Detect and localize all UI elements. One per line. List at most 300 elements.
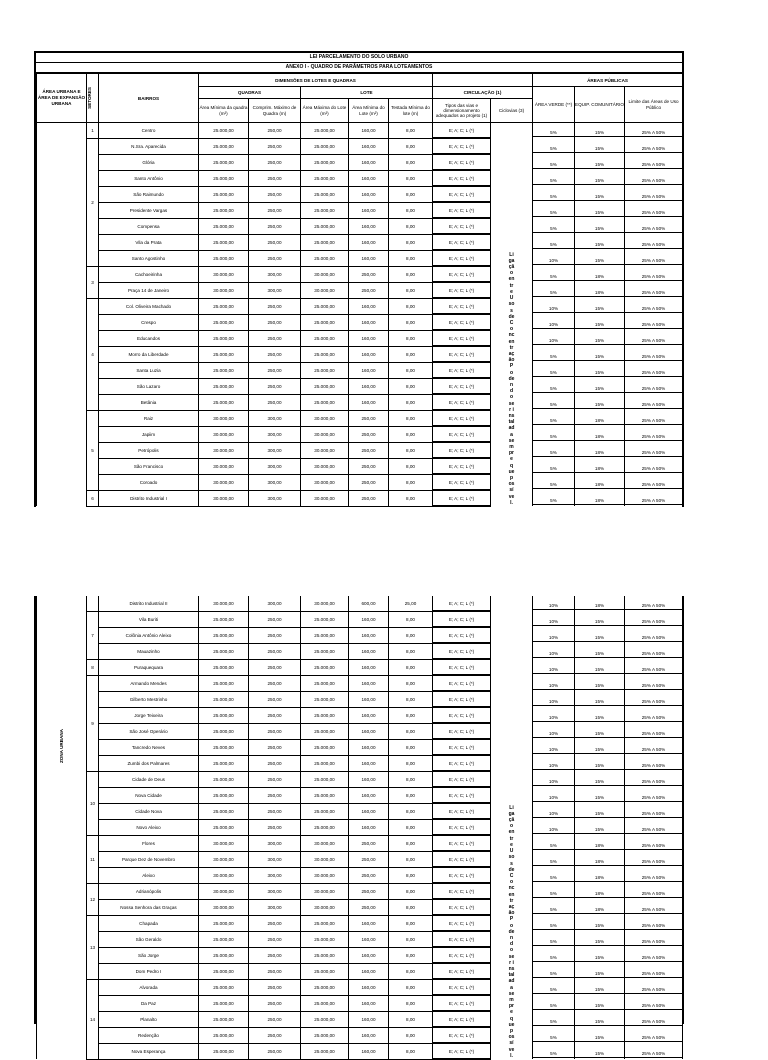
cell-li: 25% A 50%: [625, 170, 683, 186]
cell-amn: 250,00: [349, 474, 389, 490]
road-types: E; A; C; L (*): [433, 202, 491, 218]
road-types: E; A; C; L (*): [433, 362, 491, 378]
cell-amx: 30.000,00: [301, 867, 349, 883]
cell-t: 8,00: [389, 995, 433, 1011]
cell-av: 5%: [533, 154, 575, 170]
cell-t: 8,00: [389, 787, 433, 803]
table-row: [37, 123, 683, 138]
neighborhood-name: Alvorada: [99, 979, 199, 995]
cell-c: 250,00: [249, 138, 301, 154]
sector-number: 12: [87, 883, 99, 915]
cell-t: 8,00: [389, 410, 433, 426]
cell-q: 25.000,00: [199, 931, 249, 947]
sector-number: 13: [87, 915, 99, 979]
cell-t: 8,00: [389, 394, 433, 410]
cell-t: 8,00: [389, 123, 433, 138]
cell-amn: 160,00: [349, 659, 389, 675]
cell-c: 250,00: [249, 803, 301, 819]
cell-av: 5%: [533, 170, 575, 186]
neighborhood-name: Cidade Nova: [99, 803, 199, 819]
cell-c: 250,00: [249, 250, 301, 266]
cell-amx: 25.000,00: [301, 963, 349, 979]
cell-q: 25.000,00: [199, 771, 249, 787]
neighborhood-name: Centro: [99, 123, 199, 138]
cell-c: 250,00: [249, 739, 301, 755]
cell-av: 5%: [533, 1027, 575, 1043]
cell-t: 8,00: [389, 426, 433, 442]
table-row: [37, 378, 683, 394]
table-row: [37, 707, 683, 723]
cell-amx: 30.000,00: [301, 410, 349, 426]
cell-li: 25% A 50%: [625, 202, 683, 218]
cell-c: 300,00: [249, 410, 301, 426]
road-types: E; A; C; L (*): [433, 170, 491, 186]
neighborhood-name: Petrópolis: [99, 442, 199, 458]
neighborhood-name: Adrianópolis: [99, 883, 199, 899]
cell-eq: 15%: [575, 963, 625, 979]
cell-li: 25% A 50%: [625, 739, 683, 755]
cell-c: 250,00: [249, 170, 301, 186]
cell-eq: 18%: [575, 596, 625, 611]
cell-av: 5%: [533, 394, 575, 410]
road-types: E; A; C; L (*): [433, 394, 491, 410]
table-row: [37, 979, 683, 995]
cell-av: 5%: [533, 867, 575, 883]
sector-number: 14: [87, 979, 99, 1059]
neighborhood-name: Compensa: [99, 218, 199, 234]
cell-amx: 25.000,00: [301, 314, 349, 330]
cell-amx: 30.000,00: [301, 883, 349, 899]
cell-li: 25% A 50%: [625, 298, 683, 314]
cell-amx: 25.000,00: [301, 202, 349, 218]
cell-t: 8,00: [389, 442, 433, 458]
cell-c: 250,00: [249, 611, 301, 627]
cell-li: 25% A 50%: [625, 611, 683, 627]
road-types: E; A; C; L (*): [433, 819, 491, 835]
cell-t: 8,00: [389, 803, 433, 819]
neighborhood-name: Raiz: [99, 410, 199, 426]
header-equip: EQUIP. COMUNITÁRIO: [575, 87, 625, 123]
table-row: [37, 835, 683, 851]
cell-amn: 160,00: [349, 915, 389, 931]
sector-number: 11: [87, 835, 99, 883]
cell-eq: 15%: [575, 250, 625, 266]
neighborhood-name: Glória: [99, 154, 199, 170]
neighborhood-name: Vila da Prata: [99, 234, 199, 250]
neighborhood-name: Flores: [99, 835, 199, 851]
cell-q: 25.000,00: [199, 707, 249, 723]
table-row: [37, 596, 683, 611]
cell-eq: 15%: [575, 723, 625, 739]
cell-q: 25.000,00: [199, 218, 249, 234]
cell-c: 250,00: [249, 378, 301, 394]
table-row: [37, 202, 683, 218]
cell-eq: 15%: [575, 1027, 625, 1043]
cell-av: 5%: [533, 123, 575, 138]
cell-av: 10%: [533, 819, 575, 835]
cell-q: 25.000,00: [199, 1011, 249, 1027]
cell-c: 250,00: [249, 707, 301, 723]
cell-eq: 15%: [575, 995, 625, 1011]
cell-t: 8,00: [389, 362, 433, 378]
sector-number: 9: [87, 675, 99, 771]
cell-eq: 15%: [575, 1011, 625, 1027]
cell-t: 25,00: [389, 596, 433, 611]
road-types: E; A; C; L (*): [433, 234, 491, 250]
road-types: E; A; C; L (*): [433, 723, 491, 739]
neighborhood-name: Educandos: [99, 330, 199, 346]
cell-av: 5%: [533, 474, 575, 490]
cell-t: 8,00: [389, 851, 433, 867]
cell-eq: 15%: [575, 362, 625, 378]
neighborhood-name: Chapada: [99, 915, 199, 931]
cell-q: 25.000,00: [199, 298, 249, 314]
cell-q: 25.000,00: [199, 362, 249, 378]
cell-c: 300,00: [249, 266, 301, 282]
cell-amx: 25.000,00: [301, 803, 349, 819]
cell-eq: 15%: [575, 378, 625, 394]
neighborhood-name: Aleixo: [99, 867, 199, 883]
cell-li: 25% A 50%: [625, 723, 683, 739]
neighborhood-name: São Jorge: [99, 947, 199, 963]
cell-amn: 250,00: [349, 835, 389, 851]
cell-c: 250,00: [249, 691, 301, 707]
cell-amn: 250,00: [349, 867, 389, 883]
cell-eq: 15%: [575, 346, 625, 362]
table-row: [37, 915, 683, 931]
road-types: E; A; C; L (*): [433, 675, 491, 691]
cell-li: 25% A 50%: [625, 474, 683, 490]
cell-q: 25.000,00: [199, 202, 249, 218]
cell-eq: 18%: [575, 474, 625, 490]
cell-amx: 25.000,00: [301, 691, 349, 707]
cell-li: 25% A 50%: [625, 947, 683, 963]
cell-eq: 15%: [575, 659, 625, 675]
cell-amn: 160,00: [349, 1011, 389, 1027]
cell-amn: 160,00: [349, 739, 389, 755]
cell-amn: 160,00: [349, 755, 389, 771]
cell-amn: 160,00: [349, 154, 389, 170]
cell-li: 25% A 50%: [625, 378, 683, 394]
cell-amx: 25.000,00: [301, 138, 349, 154]
cell-av: 5%: [533, 1011, 575, 1027]
neighborhood-name: Distrito Industrial I: [99, 490, 199, 506]
cell-li: 25% A 50%: [625, 1043, 683, 1059]
cell-amx: 25.000,00: [301, 123, 349, 138]
neighborhood-name: Praça 14 de Janeiro: [99, 282, 199, 298]
cell-c: 250,00: [249, 330, 301, 346]
cell-eq: 18%: [575, 867, 625, 883]
cell-t: 8,00: [389, 659, 433, 675]
cell-li: 25% A 50%: [625, 643, 683, 659]
cell-q: 25.000,00: [199, 995, 249, 1011]
cell-li: 25% A 50%: [625, 596, 683, 611]
cell-t: 8,00: [389, 739, 433, 755]
table-row: [37, 394, 683, 410]
cell-t: 8,00: [389, 266, 433, 282]
cell-c: 250,00: [249, 362, 301, 378]
cell-t: 8,00: [389, 298, 433, 314]
document-subtitle: ANEXO I - QUADRO DE PARÂMETROS PARA LOTEAMENTOS: [36, 63, 682, 73]
cell-amn: 160,00: [349, 979, 389, 995]
neighborhood-name: Planalto: [99, 1011, 199, 1027]
cell-av: 10%: [533, 739, 575, 755]
cell-av: 10%: [533, 627, 575, 643]
table-row: [37, 771, 683, 787]
cell-eq: 18%: [575, 883, 625, 899]
cell-amn: 160,00: [349, 202, 389, 218]
cell-eq: 15%: [575, 1043, 625, 1059]
neighborhood-name: Redenção: [99, 1027, 199, 1043]
cell-t: 8,00: [389, 755, 433, 771]
table-row: [37, 138, 683, 154]
cell-amn: 600,00: [349, 596, 389, 611]
header-setores: SETORES: [87, 87, 92, 109]
cell-t: 8,00: [389, 899, 433, 915]
cell-t: 8,00: [389, 1011, 433, 1027]
cell-c: 250,00: [249, 963, 301, 979]
cell-amx: 25.000,00: [301, 362, 349, 378]
cell-q: 25.000,00: [199, 755, 249, 771]
cell-eq: 18%: [575, 851, 625, 867]
cell-li: 25% A 50%: [625, 691, 683, 707]
cell-t: 8,00: [389, 723, 433, 739]
cell-eq: 15%: [575, 979, 625, 995]
road-types: E; A; C; L (*): [433, 963, 491, 979]
table-row: [37, 947, 683, 963]
road-types: E; A; C; L (*): [433, 123, 491, 138]
table-row: [37, 458, 683, 474]
zone-label: ZONA URBANA: [58, 728, 64, 764]
cell-t: 8,00: [389, 675, 433, 691]
cell-av: 10%: [533, 691, 575, 707]
cell-li: 25% A 50%: [625, 218, 683, 234]
cell-amn: 160,00: [349, 123, 389, 138]
header-comprim-max: Comprim. Máximo de Quadra (m): [249, 99, 301, 123]
cell-amn: 160,00: [349, 611, 389, 627]
cell-c: 250,00: [249, 659, 301, 675]
cell-av: 5%: [533, 186, 575, 202]
cell-amx: 25.000,00: [301, 947, 349, 963]
cell-c: 250,00: [249, 643, 301, 659]
cell-amn: 160,00: [349, 771, 389, 787]
cell-q: 25.000,00: [199, 675, 249, 691]
cell-av: 10%: [533, 787, 575, 803]
road-types: E; A; C; L (*): [433, 346, 491, 362]
sector-number: [87, 596, 99, 611]
cell-li: 25% A 50%: [625, 851, 683, 867]
neighborhood-name: São Francisco: [99, 458, 199, 474]
cell-amx: 25.000,00: [301, 611, 349, 627]
cell-amn: 160,00: [349, 298, 389, 314]
cell-av: 5%: [533, 931, 575, 947]
table-row: [37, 186, 683, 202]
cell-amx: 25.000,00: [301, 234, 349, 250]
table-row: [37, 426, 683, 442]
cell-eq: 15%: [575, 755, 625, 771]
cell-t: 8,00: [389, 947, 433, 963]
cell-eq: 15%: [575, 931, 625, 947]
table-row: [37, 1027, 683, 1043]
table-row: [37, 490, 683, 506]
table-row: [37, 298, 683, 314]
neighborhood-name: Cachoeirinha: [99, 266, 199, 282]
cell-amx: 25.000,00: [301, 995, 349, 1011]
cell-q: 25.000,00: [199, 138, 249, 154]
cell-c: 250,00: [249, 675, 301, 691]
cell-c: 250,00: [249, 723, 301, 739]
cell-av: 10%: [533, 755, 575, 771]
cell-av: 5%: [533, 234, 575, 250]
cell-av: 10%: [533, 659, 575, 675]
header-areas-publicas: ÁREAS PÚBLICAS: [533, 74, 683, 87]
table-row: [37, 442, 683, 458]
cell-t: 8,00: [389, 707, 433, 723]
cell-amx: 30.000,00: [301, 426, 349, 442]
neighborhood-name: Presidente Vargas: [99, 202, 199, 218]
cell-amn: 250,00: [349, 899, 389, 915]
cell-av: 5%: [533, 378, 575, 394]
cell-amn: 160,00: [349, 1043, 389, 1059]
cell-q: 30.000,00: [199, 899, 249, 915]
table-row: [37, 1043, 683, 1059]
cell-amx: 30.000,00: [301, 851, 349, 867]
cell-t: 8,00: [389, 819, 433, 835]
header-area: ÁREA URBANA E ÁREA DE EXPANSÃO URBANA: [37, 74, 87, 123]
road-types: E; A; C; L (*): [433, 707, 491, 723]
cell-t: 8,00: [389, 154, 433, 170]
sector-number: 4: [87, 298, 99, 410]
neighborhood-name: Morro da Liberdade: [99, 346, 199, 362]
cell-c: 250,00: [249, 787, 301, 803]
cell-eq: 18%: [575, 442, 625, 458]
cell-c: 300,00: [249, 282, 301, 298]
cell-amn: 160,00: [349, 995, 389, 1011]
cell-t: 8,00: [389, 218, 433, 234]
cell-av: 5%: [533, 979, 575, 995]
cell-eq: 18%: [575, 835, 625, 851]
cell-eq: 15%: [575, 627, 625, 643]
road-types: E; A; C; L (*): [433, 458, 491, 474]
cell-c: 300,00: [249, 458, 301, 474]
cell-t: 8,00: [389, 643, 433, 659]
cell-t: 8,00: [389, 330, 433, 346]
cell-q: 30.000,00: [199, 474, 249, 490]
cell-q: 30.000,00: [199, 266, 249, 282]
cell-amx: 25.000,00: [301, 250, 349, 266]
road-types: E; A; C; L (*): [433, 1027, 491, 1043]
table-row: [37, 250, 683, 266]
cell-q: 25.000,00: [199, 330, 249, 346]
cell-c: 250,00: [249, 771, 301, 787]
cell-li: 25% A 50%: [625, 915, 683, 931]
cell-amn: 160,00: [349, 186, 389, 202]
cell-amn: 250,00: [349, 458, 389, 474]
cell-amn: 160,00: [349, 819, 389, 835]
table-frame: [34, 51, 684, 507]
cell-amx: 25.000,00: [301, 979, 349, 995]
cell-c: 300,00: [249, 474, 301, 490]
table-row: [37, 627, 683, 643]
cell-q: 30.000,00: [199, 835, 249, 851]
cell-t: 8,00: [389, 963, 433, 979]
table-row: [37, 330, 683, 346]
cell-c: 300,00: [249, 490, 301, 506]
road-types: E; A; C; L (*): [433, 186, 491, 202]
cell-av: 10%: [533, 314, 575, 330]
cell-av: 5%: [533, 442, 575, 458]
cell-eq: 15%: [575, 234, 625, 250]
cell-li: 25% A 50%: [625, 867, 683, 883]
table-row: [37, 362, 683, 378]
cell-eq: 15%: [575, 298, 625, 314]
cell-amx: 25.000,00: [301, 1027, 349, 1043]
cell-li: 25% A 50%: [625, 787, 683, 803]
cell-li: 25% A 50%: [625, 426, 683, 442]
neighborhood-name: Tancredo Neves: [99, 739, 199, 755]
table-row: [37, 931, 683, 947]
cell-li: 25% A 50%: [625, 803, 683, 819]
cell-amn: 160,00: [349, 947, 389, 963]
cell-li: 25% A 50%: [625, 819, 683, 835]
cell-c: 300,00: [249, 899, 301, 915]
neighborhood-name: Gilberto Mestrinho: [99, 691, 199, 707]
table-row: [37, 675, 683, 691]
cell-av: 10%: [533, 330, 575, 346]
cell-c: 250,00: [249, 346, 301, 362]
cell-amx: 25.000,00: [301, 707, 349, 723]
cell-eq: 15%: [575, 330, 625, 346]
cell-amx: 25.000,00: [301, 771, 349, 787]
cell-c: 250,00: [249, 298, 301, 314]
road-types: E; A; C; L (*): [433, 851, 491, 867]
cell-amn: 160,00: [349, 346, 389, 362]
parameters-table-body-2: [36, 596, 683, 1060]
neighborhood-name: Distrito Industrial II: [99, 596, 199, 611]
cell-av: 5%: [533, 202, 575, 218]
cell-li: 25% A 50%: [625, 186, 683, 202]
table-row: [37, 643, 683, 659]
cell-eq: 15%: [575, 154, 625, 170]
cell-amx: 25.000,00: [301, 931, 349, 947]
cell-li: 25% A 50%: [625, 931, 683, 947]
cell-q: 25.000,00: [199, 123, 249, 138]
cell-av: 10%: [533, 707, 575, 723]
cell-q: 25.000,00: [199, 739, 249, 755]
header-area-min-quadra: Área Mínima da quadra (m²): [199, 99, 249, 123]
cell-amx: 25.000,00: [301, 378, 349, 394]
neighborhood-name: Crespo: [99, 314, 199, 330]
cell-eq: 15%: [575, 915, 625, 931]
cell-av: 5%: [533, 346, 575, 362]
cell-q: 30.000,00: [199, 596, 249, 611]
road-types: E; A; C; L (*): [433, 627, 491, 643]
cell-eq: 15%: [575, 803, 625, 819]
cell-li: 25% A 50%: [625, 755, 683, 771]
road-types: E; A; C; L (*): [433, 979, 491, 995]
cell-amn: 250,00: [349, 282, 389, 298]
cell-li: 25% A 50%: [625, 835, 683, 851]
cell-av: 10%: [533, 643, 575, 659]
table-row: [37, 282, 683, 298]
road-types: E; A; C; L (*): [433, 490, 491, 506]
header-area-max-lote: Área Máxima do Lote (m²): [301, 99, 349, 123]
road-types: E; A; C; L (*): [433, 691, 491, 707]
cell-av: 5%: [533, 835, 575, 851]
cell-q: 30.000,00: [199, 410, 249, 426]
cell-t: 8,00: [389, 458, 433, 474]
neighborhood-name: Santo Agostinho: [99, 250, 199, 266]
